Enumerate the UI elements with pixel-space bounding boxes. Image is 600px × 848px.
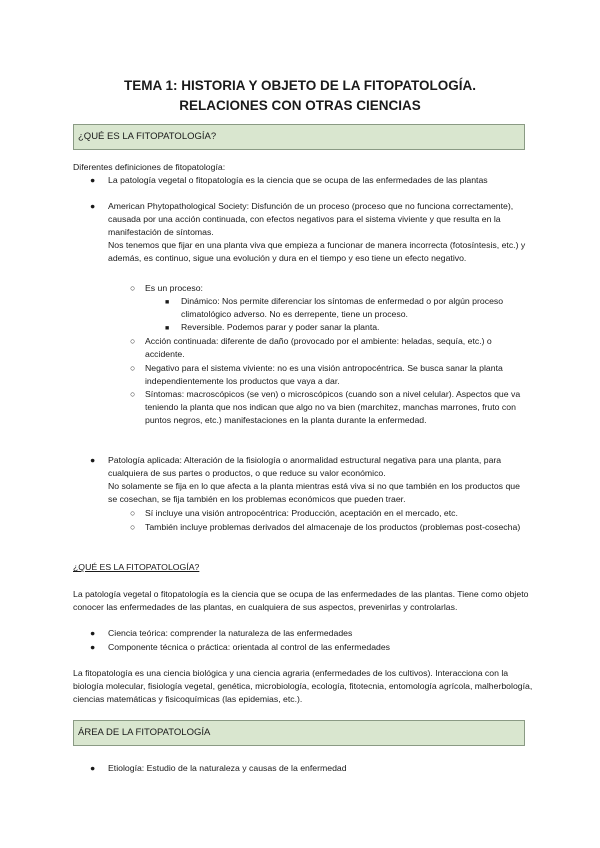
section-heading-link[interactable]: ¿QUÉ ES LA FITOPATOLOGÍA? <box>73 562 200 572</box>
sub-list-item: También incluye problemas derivados del almacenaje de los productos (problemas post-cosecha) <box>145 522 521 532</box>
list-item: La patología vegetal o fitopatología es la ciencia que se ocupa de las enfermedades de las plantas <box>108 175 488 185</box>
sub-list-item: Acción continuada: diferente de daño (provocado por el ambiente: heladas, sequía, etc.) o accidente. <box>145 336 492 359</box>
sub-list-item: Síntomas: macroscópicos (se ven) o microscópicos (cuando son a nivel celular). Aspectos que va teniendo la planta que nos indican que algo no va bien (marchitez, manchas marrones, fruto con puntos negros, etc.) manifestaciones en la planta durante la enfermedad. <box>145 389 521 425</box>
sub-sub-list-item: Dinámico: Nos permite diferenciar los síntomas de enfermedad o por algún proceso climatológico adverso. No es derrepente, tiene un proceso. <box>181 296 504 319</box>
bullet-icon: ● <box>90 201 96 211</box>
square-bullet-icon: ■ <box>165 325 170 332</box>
square-bullet-icon: ■ <box>165 299 170 306</box>
sub-sub-list-item: Reversible. Podemos parar y poder sanar la planta. <box>181 322 380 332</box>
list-item-extra: No solamente se fija en lo que afecta a la planta mientras está viva si no que también en los productos que se cosechan, se fija también en los problemas económicos que pueden traer. <box>108 481 520 504</box>
bullet-icon: ● <box>90 175 96 185</box>
list-item-text: American Phytopathological Society: Disfunción de un proceso (proceso que no funciona correctamente), causada por una acción continuada, con efectos negativos para el sistema viviente y que resulta en la manifestación de síntomas. <box>108 201 514 237</box>
circle-bullet-icon: ○ <box>130 522 136 532</box>
section-heading: ÁREA DE LA FITOPATOLOGÍA <box>78 727 211 738</box>
section-heading-box <box>73 124 525 150</box>
list-item-extra: Nos tenemos que fijar en una planta viva que empieza a funcionar de manera incorrecta (fotosíntesis, etc.) y además, es continuo, sigue una evolución y dura en el tiempo y eso tiene un efecto negativo. <box>108 240 526 263</box>
paragraph: La patología vegetal o fitopatología es la ciencia que se ocupa de las enfermedades de las plantas. Tiene como objeto conocer las enfermedades de las plantas, en cualquiera de sus aspectos, prevenirlas y controlarlas. <box>73 589 529 612</box>
list-item: Etiología: Estudio de la naturaleza y causas de la enfermedad <box>108 763 347 773</box>
list-item <box>108 454 528 506</box>
bullet-icon: ● <box>90 642 96 652</box>
sub-list-item: Negativo para el sistema viviente: no es una visión antropocéntrica. Se busca sanar la planta independientemente los productos que vaya a dar. <box>145 363 503 386</box>
section-heading-box <box>73 720 525 746</box>
list-item <box>108 200 528 265</box>
list-item: Ciencia teórica: comprender la naturaleza de las enfermedades <box>108 628 353 638</box>
paragraph: Diferentes definiciones de fitopatología: <box>73 162 226 172</box>
list-item-text: Patología aplicada: Alteración de la fisiología o anormalidad estructural negativa para una planta, para cualquiera de sus partes o productos, o que reduce su valor económico. <box>108 455 502 478</box>
circle-bullet-icon: ○ <box>130 283 136 293</box>
bullet-icon: ● <box>90 763 96 773</box>
paragraph: La fitopatología es una ciencia biológica y una ciencia agraria (enfermedades de los cultivos). Interacciona con la biología molecular, fisiología vegetal, genética, microbiología, ecología, fitotecnia, entomología agrícola, malherbología, ciencias matemáticas y fisicoquímicas (las epidemias, etc.). <box>73 668 533 704</box>
circle-bullet-icon: ○ <box>130 336 136 346</box>
bullet-icon: ● <box>90 455 96 465</box>
title-line-1: TEMA 1: HISTORIA Y OBJETO DE LA FITOPATOLOGÍA. <box>123 78 477 93</box>
page-title <box>60 76 540 116</box>
section-heading: ¿QUÉ ES LA FITOPATOLOGÍA? <box>78 131 217 142</box>
bullet-icon: ● <box>90 628 96 638</box>
circle-bullet-icon: ○ <box>130 389 136 399</box>
sub-list-item: Es un proceso: <box>145 283 203 293</box>
title-line-2: RELACIONES CON OTRAS CIENCIAS <box>179 98 421 113</box>
circle-bullet-icon: ○ <box>130 508 136 518</box>
list-item: Componente técnica o práctica: orientada al control de las enfermedades <box>108 642 391 652</box>
sub-list-item: Sí incluye una visión antropocéntrica: Producción, aceptación en el mercado, etc. <box>145 508 458 518</box>
circle-bullet-icon: ○ <box>130 363 136 373</box>
